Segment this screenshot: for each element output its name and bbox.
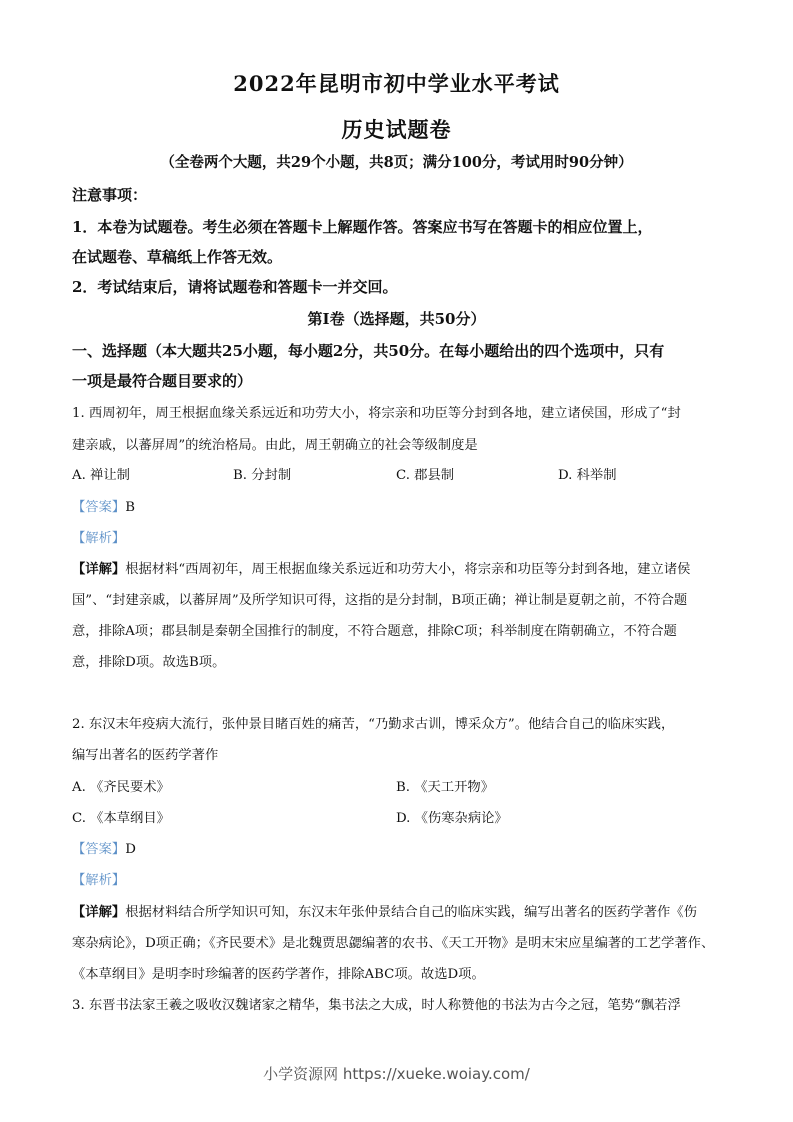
q1-stem-line1: 1. 西周初年，周王根据血缘关系远近和功劳大小，将宗亲和功臣等分封到各地，建立诸侯国，形成了“封: [72, 406, 681, 421]
q2-answer: [72, 838, 732, 857]
answer-value: B: [125, 500, 135, 515]
q1-analysis-tag: [72, 527, 732, 546]
q3-stem-line1: 3. 东晋书法家王羲之吸收汉魏诸家之精华，集书法之大成，时人称赞他的书法为古今之冠，笔势“飘若浮: [72, 998, 681, 1013]
q1-option-d: D. 科举制: [558, 468, 617, 483]
q1-answer: [72, 496, 732, 515]
q2-stem-line2: 编写出著名的医药学著作: [72, 748, 219, 763]
q2-detail-line2: 寒杂病论》，D项正确；《齐民要术》是北魏贾思勰编著的农书、《天工开物》是明末宋应星编著的工艺学著作、: [72, 936, 715, 951]
answer-tag: 【答案】: [72, 842, 126, 857]
exam-subject-title: 历史试题卷: [341, 117, 452, 142]
q2-stem-line1: 2. 东汉末年疫病大流行，张仲景目睹百姓的痛苦，“乃勤求古训，博采众方”。他结合自己的临床实践，: [72, 717, 675, 732]
exam-title: 2022年昆明市初中学业水平考试: [233, 71, 560, 96]
notice-heading: 注意事项：: [72, 186, 148, 204]
watermark-footer[interactable]: 小学资源网 https://xueke.woiay.com/: [263, 1065, 530, 1083]
answer-value: D: [125, 842, 136, 857]
q1-option-a: A. 禅让制: [72, 468, 130, 483]
q1-detail-line3: 意，排除A项；郡县制是秦朝全国推行的制度，不符合题意，排除C项；科举制度在隋朝确立，不符合题: [72, 624, 677, 639]
analysis-tag: 【解析】: [72, 531, 126, 546]
q1-detail-line4: 意，排除D项。故选B项。: [72, 655, 226, 670]
part-heading-line1: 一、选择题（本大题共25小题，每小题2分，共50分。在每小题给出的四个选项中，只有: [72, 342, 665, 360]
answer-tag: 【答案】: [72, 500, 126, 515]
analysis-tag: 【解析】: [72, 873, 126, 888]
q1-detail-line2: 国”、“封建亲戚，以蕃屏周”及所学知识可得，这指的是分封制，B项正确；禅让制是夏朝之前，不符合题: [72, 593, 688, 608]
detail-tag: 【详解】: [72, 562, 126, 577]
q2-detail-line3: 《本草纲目》是明李时珍编著的医药学著作，排除ABC项。故选D项。: [72, 967, 485, 982]
detail-text: 根据材料“西周初年，周王根据血缘关系远近和功劳大小，将宗亲和功臣等分封到各地，建立诸侯: [125, 562, 691, 577]
q1-stem-line2: 建亲戚，以蕃屏周”的统治格局。由此，周王朝确立的社会等级制度是: [72, 438, 478, 453]
q1-detail-line1: [72, 558, 732, 577]
notice-item-1-cont: 在试题卷、草稿纸上作答无效。: [72, 248, 283, 266]
detail-text: 根据材料结合所学知识可知，东汉末年张仲景结合自己的临床实践，编写出著名的医药学著作《伤: [125, 905, 697, 920]
q1-option-b: B. 分封制: [233, 468, 292, 483]
section-title: 第I卷（选择题，共50分）: [307, 310, 486, 328]
q2-option-c: C. 《本草纲目》: [72, 811, 170, 826]
q2-option-d: D. 《伤寒杂病论》: [396, 811, 508, 826]
detail-tag: 【详解】: [72, 905, 126, 920]
q2-option-a: A. 《齐民要术》: [72, 780, 170, 795]
notice-item-1: 1．本卷为试题卷。考生必须在答题卡上解题作答。答案应书写在答题卡的相应位置上，: [72, 218, 653, 236]
part-heading-line2: 一项是最符合题目要求的）: [72, 372, 253, 390]
exam-info: （全卷两个大题，共29个小题，共8页；满分100分，考试用时90分钟）: [160, 154, 633, 171]
q2-analysis-tag: [72, 869, 732, 888]
q1-option-c: C. 郡县制: [396, 468, 455, 483]
q2-option-b: B. 《天工开物》: [396, 780, 495, 795]
notice-item-2: 2．考试结束后，请将试题卷和答题卡一并交回。: [72, 278, 398, 296]
q2-detail-line1: [72, 901, 732, 920]
